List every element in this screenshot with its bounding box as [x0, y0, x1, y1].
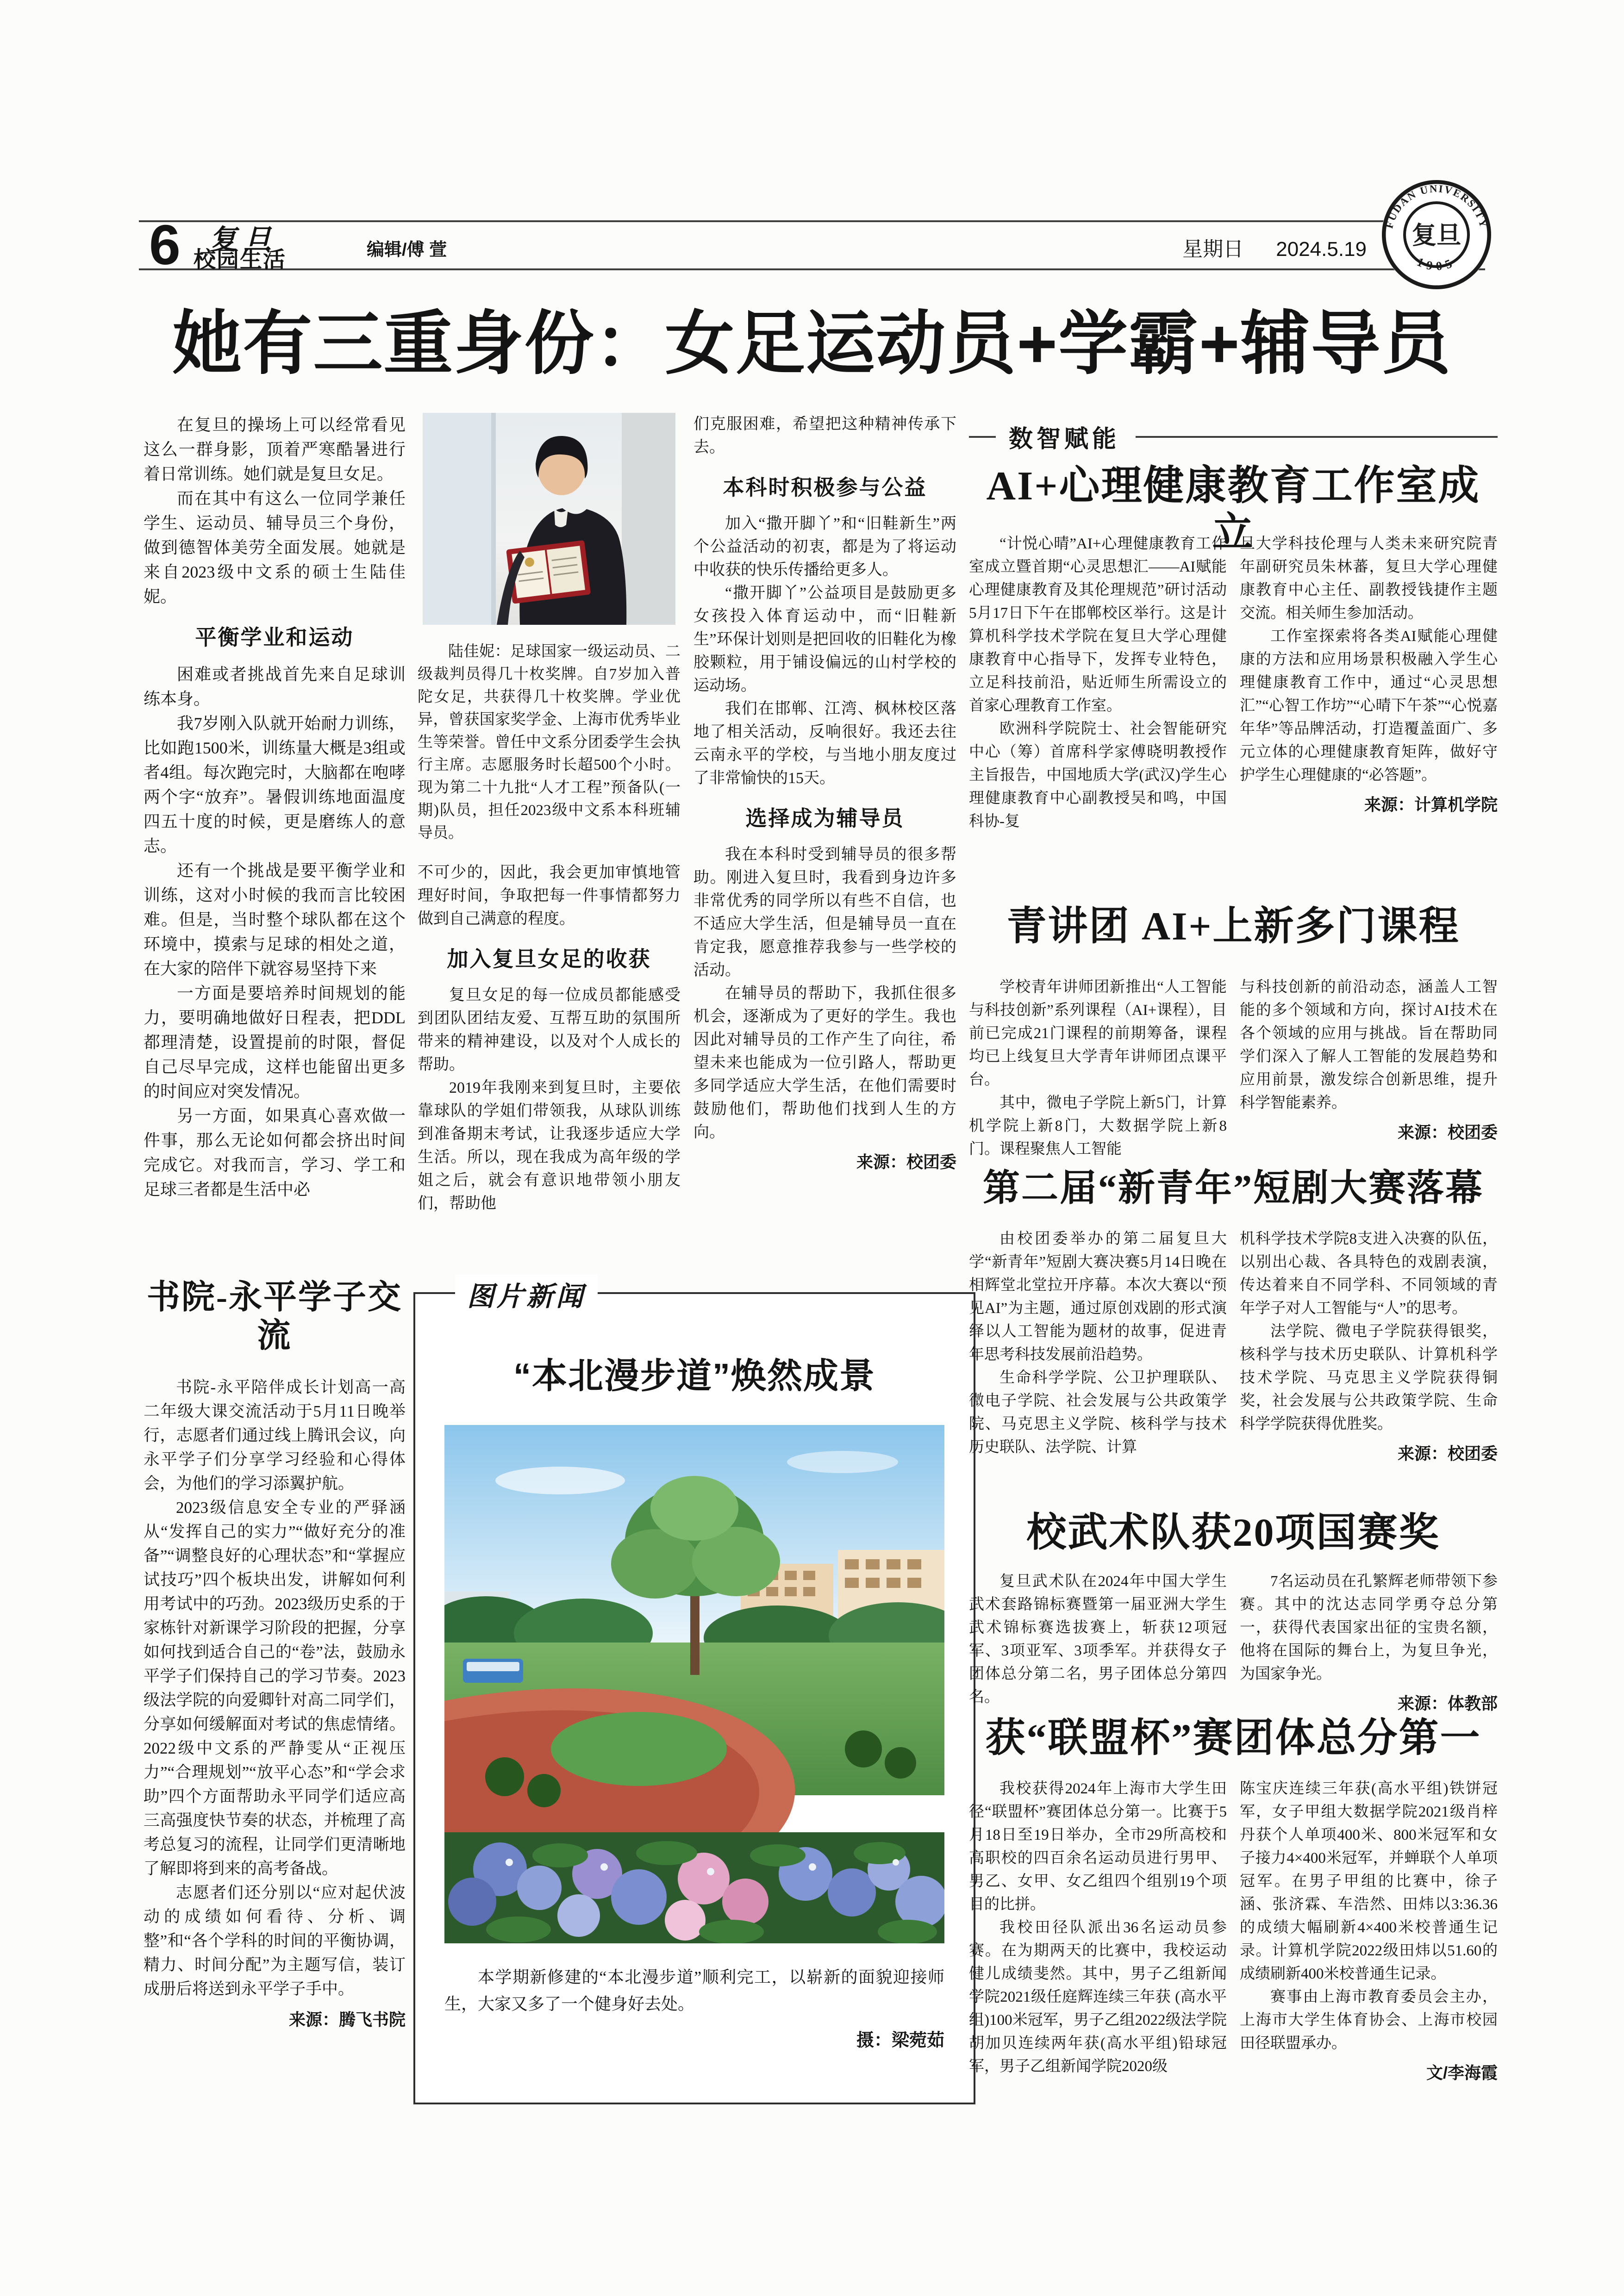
paragraph: 我们在邯郸、江湾、枫林校区落地了相关活动，反响很好。我还去往云南永平的学校，与当地小朋友度过了非常愉快的15天。 — [693, 700, 956, 787]
track-article-headline: 获“联盟杯”赛团体总分第一 — [985, 1716, 1481, 1760]
ai-article-col-left — [969, 532, 1227, 833]
source-credit: 来源：校团委 — [856, 1152, 956, 1172]
seal-center-glyphs: 复旦 — [1412, 222, 1462, 249]
paragraph: 赛事由上海市教育委员会主办，上海市大学生体育协会、上海市校园田径联盟承办。 — [1240, 1989, 1498, 2052]
photo-credit: 摄：梁菀茹 — [856, 2031, 944, 2050]
paragraph: 加入“撒开脚丫”和“旧鞋新生”两个公益活动的初衷，都是为了将运动中收获的快乐传播给更多人。 — [693, 515, 956, 579]
lead-column-2 — [418, 413, 681, 1215]
paragraph: 而在其中有这么一位同学兼任学生、运动员、辅导员三个身份，做到德智体美劳全面发展。她就是来自2023级中文系的硕士生陆佳妮。 — [144, 489, 406, 606]
paragraph: 我校田径队派出36名运动员参赛。在为期两天的比赛中，我校运动健儿成绩斐然。其中，男子乙组新闻学院2021级任庭辉连续三年获 (高水平组)100米冠军，男子乙组2022级法学院胡加贝连续两年获(高水平组)铅球冠军，男子乙组新闻学院2020级 — [969, 1919, 1227, 2075]
track-article-col-left — [969, 1777, 1227, 2084]
track-article-col-right — [1240, 1777, 1498, 2084]
ai-article-body — [969, 532, 1498, 833]
weekday: 星期日 — [1182, 238, 1244, 261]
paragraph: 们克服困难，希望把这种精神传承下去。 — [693, 416, 956, 456]
paragraph: 其中，微电子学院上新5门，计算机学院上新8门，大数据学院上新8门。课程聚焦人工智能 — [969, 1095, 1227, 1157]
paragraph: 还有一个挑战是要平衡学业和训练，这对小时候的我而言比较困难。但是，当时整个球队都在这个环境中，摸索与足球的相处之道，在大家的陪伴下就容易坚持下来 — [144, 861, 406, 978]
lead-headline: 她有三重身份：女足运动员+学霸+辅导员 — [172, 305, 1452, 382]
paragraph: 复旦女足的每一位成员都能感受到团队团结友爱、互帮互助的氛围所带来的精神建设，以及对个人成长的帮助。 — [418, 987, 681, 1074]
page-number: 6 — [149, 213, 181, 276]
paragraph: 生命科学学院、公卫护理联队、微电子学院、社会发展与公共政策学院、马克思主义学院、核科学与技术历史联队、法学院、计算 — [969, 1369, 1227, 1456]
header-rule-top — [139, 220, 1485, 222]
wushu-article-col-left — [969, 1570, 1227, 1715]
shuyuan-body — [144, 1375, 406, 2032]
drama-article-col-right — [1240, 1227, 1498, 1465]
lead-column-1 — [144, 413, 406, 1202]
paragraph: 欧洲科学院院士、社会智能研究中心（筹）首席科学家傅晓明教授作主旨报告，中国地质大学(武汉)学生心理健康教育中心副教授吴和鸣，中国科协-复 — [969, 721, 1227, 830]
paragraph: 不可少的，因此，我会更加审慎地管理好时间，争取把每一件事情都努力做到自己满意的程度。 — [418, 864, 681, 927]
paragraph: 由校团委举办的第二届复旦大学“新青年”短剧大赛决赛5月14日晚在相辉堂北堂拉开序幕。本次大赛以“预见AI”为主题，通过原创戏剧的形式演绎以人工智能为题材的故事，促进青年思考科技发展前沿趋势。 — [969, 1231, 1227, 1363]
seal-arc-text: FUDAN UNIVERSITY — [1383, 182, 1490, 230]
ai-article-col-right — [1240, 532, 1498, 833]
kicker-label: 数智赋能 — [1009, 426, 1120, 453]
masthead-section: 校园生活 — [194, 248, 287, 272]
paragraph: 学校青年讲师团新推出“人工智能与科技创新”系列课程（AI+课程），目前已完成21门课程的前期筹备，课程均已上线复旦大学青年讲师团点课平台。 — [969, 979, 1227, 1088]
drama-article-col-left — [969, 1227, 1227, 1465]
date: 2024.5.19 — [1276, 238, 1367, 261]
portrait-photo — [423, 413, 675, 625]
shuyuan-article — [144, 1278, 406, 2032]
paragraph: 工作室探索将各类AI赋能心理健康的方法和应用场景积极融入学生心理健康教育工作中，通过“心灵思想汇”“心智工作坊”“心晴下午茶”“心悦嘉年华”等品牌活动，打造覆盖面广、多元立体的心理健康教育矩阵，做好守护学生心理健康的“必答题”。 — [1240, 628, 1498, 784]
paragraph: 在复旦的操场上可以经常看见这么一群身影，顶着严寒酷暑进行着日常训练。她们就是复旦女足。 — [144, 416, 406, 483]
source-credit: 来源：校团委 — [1397, 1444, 1498, 1463]
qjt-article-body — [969, 976, 1498, 1161]
seal-year: 1905 — [1415, 255, 1458, 274]
photo-news-label: 图片新闻 — [455, 1275, 598, 1313]
paragraph: 与科技创新的前沿动态，涵盖人工智能的多个领域和方向，探讨AI技术在各个领域的应用与挑战。旨在帮助同学们深入了解人工智能的发展趋势和应用前景，激发综合创新思维，提升科学智能素养。 — [1240, 979, 1498, 1111]
wushu-article-headline: 校武术队获20项国赛奖 — [1026, 1510, 1440, 1555]
paragraph: 另一方面，如果真心喜欢做一件事，那么无论如何都会挤出时间完成它。对我而言，学习、学工和足球三者都是生活中必 — [144, 1107, 406, 1199]
track-article-body — [969, 1777, 1498, 2084]
qjt-article-col-left — [969, 976, 1227, 1161]
lead-column-3 — [693, 413, 956, 1174]
paragraph: 书院-永平陪伴成长计划高一高二年级大课交流活动于5月11日晚举行，志愿者们通过线上腾讯会议，向永平学子们分享学习经验和心得体会，为他们的学习添翼护航。 — [144, 1378, 406, 1493]
paragraph: 2019年我刚来到复旦时，主要依靠球队的学姐们带领我，从球队训练到准备期末考试，让我逐步适应大学生活。所以，现在我成为高年级的学姐之后，就会有意识地带领小朋友们，帮助他 — [418, 1079, 681, 1213]
editor-credit: 编辑/傅 萱 — [367, 240, 447, 260]
lead-column-2-body — [418, 861, 681, 1215]
ai-article-headline: AI+心理健康教育工作室成立 — [986, 464, 1480, 556]
wushu-article-col-right — [1240, 1570, 1498, 1715]
column-subhead: 选择成为辅导员 — [745, 806, 905, 831]
digital-kicker — [969, 419, 1498, 454]
column-subhead: 平衡学业和运动 — [195, 625, 354, 649]
paragraph: 我7岁刚入队就开始耐力训练，比如跑1500米，训练量大概是3组或者4组。每次跑完时，大脑都在咆哮两个字“放弃”。暑假训练地面温度四五十度的时候，更是磨练人的意志。 — [144, 714, 406, 856]
kicker-dash — [969, 436, 996, 438]
shuyuan-headline: 书院-永平学子交流 — [147, 1279, 402, 1354]
source-credit: 来源：腾飞书院 — [288, 2010, 406, 2029]
drama-article-body — [969, 1227, 1498, 1465]
paragraph: 我在本科时受到辅导员的很多帮助。刚进入复旦时，我看到身边许多非常优秀的同学所以有些不自信，也不适应大学生活，但是辅导员一直在肯定我，愿意推荐我参与一些学校的活动。 — [693, 846, 956, 979]
paragraph: 旦大学科技伦理与人类未来研究院青年副研究员朱林蕃，复旦大学心理健康教育中心主任、副教授钱捷作主题交流。相关师生参加活动。 — [1240, 535, 1498, 622]
drama-article-headline: 第二届“新青年”短剧大赛落幕 — [983, 1168, 1484, 1209]
column-subhead: 本科时积极参与公益 — [723, 475, 927, 499]
qjt-article-col-right — [1240, 976, 1498, 1161]
paragraph: 困难或者挑战首先来自足球训练本身。 — [144, 665, 406, 709]
photo-news-box — [413, 1282, 975, 2104]
paragraph: 复旦武术队在2024年中国大学生武术套路锦标赛暨第一届亚洲大学生武术锦标赛选拔赛上，斩获12项冠军、3项亚军、3项季军。并获得女子团体总分第二名，男子团体总分第四名。 — [969, 1573, 1227, 1705]
masthead-title: 复旦 — [209, 224, 278, 255]
byline: 文/李海霞 — [1426, 2063, 1498, 2082]
source-credit: 来源：校团委 — [1397, 1123, 1498, 1142]
photo-news-headline: “本北漫步道”焕然成景 — [513, 1356, 875, 1396]
qjt-article-headline: 青讲团 AI+上新多门课程 — [1006, 904, 1460, 948]
paragraph: 志愿者们还分别以“应对起伏波动的成绩如何看待、分析、调整”和“各个学科的时间的平衡协调，精力、时间分配”为主题写信，装订成册后将送到永平学子手中。 — [144, 1883, 406, 1998]
photo-caption: 本学期新修建的“本北漫步道”顺利完工，以崭新的面貌迎接师生，大家又多了一个健身好去处。 — [444, 1968, 944, 2013]
paragraph: “计悦心晴”AI+心理健康教育工作室成立暨首期“心灵思想汇——AI赋能心理健康教育及其伦理规范”研讨活动5月17日下午在邯郸校区举行。这是计算机科学技术学院在复旦大学心理健康教育中心指导下，发挥专业特色，立足科技前沿，贴近师生所需设立的首家心理教育工作室。 — [969, 535, 1227, 714]
paragraph: 法学院、微电子学院获得银奖，核科学与技术历史联队、计算机科学技术学院、马克思主义学院获得铜奖，社会发展与公共政策学院、生命科学学院获得优胜奖。 — [1240, 1323, 1498, 1432]
dateline — [1018, 232, 1367, 262]
campus-path-photo — [444, 1425, 944, 1943]
paragraph: “撒开脚丫”公益项目是鼓励更多女孩投入体育运动中，而“旧鞋新生”环保计划则是把回收的旧鞋化为橡胶颗粒，用于铺设偏远的山村学校的运动场。 — [693, 585, 956, 695]
paragraph: 一方面是要培养时间规划的能力，要明确地做好日程表，把DDL都理清楚，设置提前的时限，督促自己尽早完成，这样也能留出更多的时间应对突发情况。 — [144, 984, 406, 1101]
paragraph: 在辅导员的帮助下，我抓住很多机会，逐渐成为了更好的学生。我也因此对辅导员的工作产生了向往，希望未来也能成为一位引路人，帮助更多同学适应大学生活，在他们需要时鼓励他们，帮助他们找到人生的方向。 — [693, 985, 956, 1141]
header-rule-bottom — [139, 268, 1485, 270]
source-credit: 来源：体教部 — [1397, 1694, 1498, 1713]
paragraph: 我校获得2024年上海市大学生田径“联盟杯”赛团体总分第一。比赛于5月18日至19日举办，全市29所高校和高职校的四百余名运动员进行男甲、男乙、女甲、女乙组四个组别19个项目的比拼。 — [969, 1780, 1227, 1913]
source-credit: 来源：计算机学院 — [1364, 795, 1498, 814]
kicker-line — [1136, 436, 1498, 438]
university-seal — [1380, 179, 1493, 291]
paragraph: 陈宝庆连续三年获(高水平组)铁饼冠军，女子甲组大数据学院2021级肖梓丹获个人单项400米、800米冠军和女子接力4×400米冠军，并蝉联个人单项冠军。在男子甲组的比赛中，徐子涵、张济霖、车浩然、田炜以3:36.36的成绩大幅刷新4×400米校普通生记录。计算机学院2022级田炜以51.60的成绩刷新400米校普通生记录。 — [1240, 1780, 1498, 1982]
wushu-article-body — [969, 1570, 1498, 1715]
column-subhead: 加入复旦女足的收获 — [447, 947, 651, 971]
paragraph: 7名运动员在孔繁辉老师带领下参赛。其中的沈达志同学勇夺总分第一，获得代表国家出征的宝贵名额，他将在国际的舞台上，为复旦争光，为国家争光。 — [1240, 1573, 1498, 1682]
paragraph: 2023级信息安全专业的严驿涵从“发挥自己的实力”“做好充分的准备”“调整良好的心理状态”和“掌握应试技巧”四个板块出发，讲解如何利用考试中的巧劲。2023级历史系的于家栋针对新课学习阶段的把握，分享如何找到适合自己的“卷”法，鼓励永平学子们保持自己的学习节奏。2023级法学院的向爱卿针对高二同学们，分享如何缓解面对考试的焦虑情绪。2022级中文系的严静雯从“正视压力”“合理规划”“放平心态”和“学会求助”四个方面帮助永平同学们适应高三高强度快节奏的状态，并梳理了高考总复习的流程，让同学们更清晰地了解即将到来的高考备战。 — [144, 1498, 406, 1878]
paragraph: 机科学技术学院8支进入决赛的队伍，以别出心裁、各具特色的戏剧表演，传达着来自不同学科、不同领域的青年学子对人工智能与“人”的思考。 — [1240, 1231, 1498, 1317]
athlete-bio: 陆佳妮：足球国家一级运动员、二级裁判员得几十枚奖牌。自7岁加入普陀女足，共获得几十枚奖牌。学业优异，曾获国家奖学金、上海市优秀毕业生等荣誉。曾任中文系分团委学生会执行主席。志愿服务时长超500个小时。现为第二十九批“人才工程”预备队(一期)队员，担任2023级中文系本科班辅导员。 — [418, 643, 681, 841]
